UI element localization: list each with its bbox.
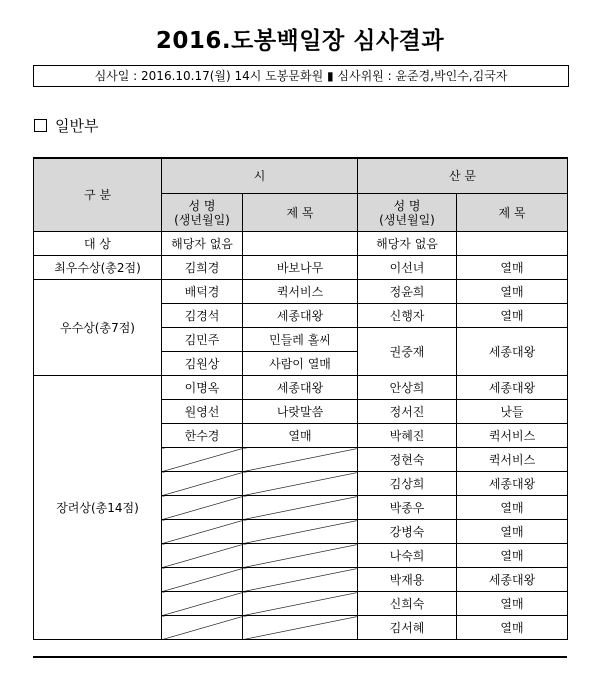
table-row: [34, 232, 568, 256]
header-prose-work: 제 목: [457, 194, 568, 232]
poetry-title: 세종대왕: [243, 376, 358, 400]
table-header-row: [34, 158, 568, 194]
prose-name: 신희숙: [358, 592, 457, 616]
header-poetry-work: 제 목: [243, 194, 358, 232]
section-heading: [34, 117, 98, 135]
prose-name: 안상희: [358, 376, 457, 400]
prose-name: 박혜진: [358, 424, 457, 448]
prose-title: 퀵서비스: [457, 424, 568, 448]
empty-slashed-cell: [162, 472, 243, 496]
prose-title: 열매: [457, 520, 568, 544]
prose-title: 열매: [457, 256, 568, 280]
prose-name: 정윤희: [358, 280, 457, 304]
poetry-name: 해당자 없음: [162, 232, 243, 256]
judging-info-text: 심사일 : 2016.10.17(월) 14시 도봉문화원 ▮ 심사위원 : 윤준경,박인수,김국자: [94, 69, 508, 83]
prose-title: [457, 232, 568, 256]
prose-name: 김상희: [358, 472, 457, 496]
prose-title: 세종대왕: [457, 328, 568, 376]
header-poetry: 시: [162, 158, 358, 194]
header-name-line2: (생년월일): [174, 212, 230, 227]
header-name-line2: (생년월일): [379, 212, 435, 227]
empty-slashed-cell: [162, 568, 243, 592]
prose-title: 열매: [457, 616, 568, 640]
prose-title: 낫들: [457, 400, 568, 424]
poetry-name: 한수경: [162, 424, 243, 448]
results-table: [33, 157, 568, 640]
empty-slashed-cell: [162, 616, 243, 640]
prose-title: 열매: [457, 304, 568, 328]
prose-name: 권중재: [358, 328, 457, 376]
prose-title: 세종대왕: [457, 472, 568, 496]
prose-name: 신행자: [358, 304, 457, 328]
empty-slashed-cell: [162, 592, 243, 616]
award-label: 장려상(총14점): [34, 376, 162, 640]
prose-title: 열매: [457, 544, 568, 568]
header-prose: 산 문: [358, 158, 568, 194]
header-name-line1: 성 명: [393, 198, 421, 213]
poetry-title: 나랏말씀: [243, 400, 358, 424]
prose-name: 강병숙: [358, 520, 457, 544]
poetry-name: 배덕경: [162, 280, 243, 304]
page-title: 2016.도봉백일장 심사결과: [155, 28, 445, 54]
poetry-title: [243, 232, 358, 256]
empty-slashed-cell: [243, 496, 358, 520]
poetry-name: 김경석: [162, 304, 243, 328]
prose-name: 정현숙: [358, 448, 457, 472]
poetry-title: 세종대왕: [243, 304, 358, 328]
header-prose-name: [358, 194, 457, 232]
empty-slashed-cell: [243, 568, 358, 592]
empty-slashed-cell: [243, 616, 358, 640]
checkbox-square-icon: [34, 119, 47, 132]
poetry-title: 사람이 열매: [243, 352, 358, 376]
award-label: 우수상(총7점): [34, 280, 162, 376]
poetry-name: 김원상: [162, 352, 243, 376]
table-bottom-border: [33, 656, 567, 658]
award-label: 대 상: [34, 232, 162, 256]
empty-slashed-cell: [243, 520, 358, 544]
table-row: [34, 376, 568, 400]
prose-name: 박재용: [358, 568, 457, 592]
table-row: [34, 256, 568, 280]
prose-title: 열매: [457, 496, 568, 520]
prose-title: 세종대왕: [457, 376, 568, 400]
empty-slashed-cell: [243, 544, 358, 568]
judging-info-box: [33, 65, 569, 87]
empty-slashed-cell: [243, 472, 358, 496]
header-category: 구 분: [34, 158, 162, 232]
prose-name: 박종우: [358, 496, 457, 520]
empty-slashed-cell: [243, 448, 358, 472]
prose-name: 해당자 없음: [358, 232, 457, 256]
empty-slashed-cell: [162, 544, 243, 568]
prose-title: 세종대왕: [457, 568, 568, 592]
poetry-name: 김희경: [162, 256, 243, 280]
poetry-title: 민들레 홀씨: [243, 328, 358, 352]
empty-slashed-cell: [243, 592, 358, 616]
poetry-title: 열매: [243, 424, 358, 448]
prose-name: 나숙희: [358, 544, 457, 568]
header-name-line1: 성 명: [188, 198, 216, 213]
empty-slashed-cell: [162, 448, 243, 472]
poetry-name: 원영선: [162, 400, 243, 424]
poetry-title: 바보나무: [243, 256, 358, 280]
header-poetry-name: [162, 194, 243, 232]
table-row: [34, 280, 568, 304]
empty-slashed-cell: [162, 496, 243, 520]
prose-title: 퀵서비스: [457, 448, 568, 472]
prose-name: 이선녀: [358, 256, 457, 280]
empty-slashed-cell: [162, 520, 243, 544]
poetry-name: 김민주: [162, 328, 243, 352]
prose-title: 열매: [457, 592, 568, 616]
poetry-title: 퀵서비스: [243, 280, 358, 304]
section-label: 일반부: [55, 117, 99, 135]
award-label: 최우수상(총2점): [34, 256, 162, 280]
prose-name: 정서진: [358, 400, 457, 424]
prose-title: 열매: [457, 280, 568, 304]
prose-name: 김서혜: [358, 616, 457, 640]
poetry-name: 이명옥: [162, 376, 243, 400]
